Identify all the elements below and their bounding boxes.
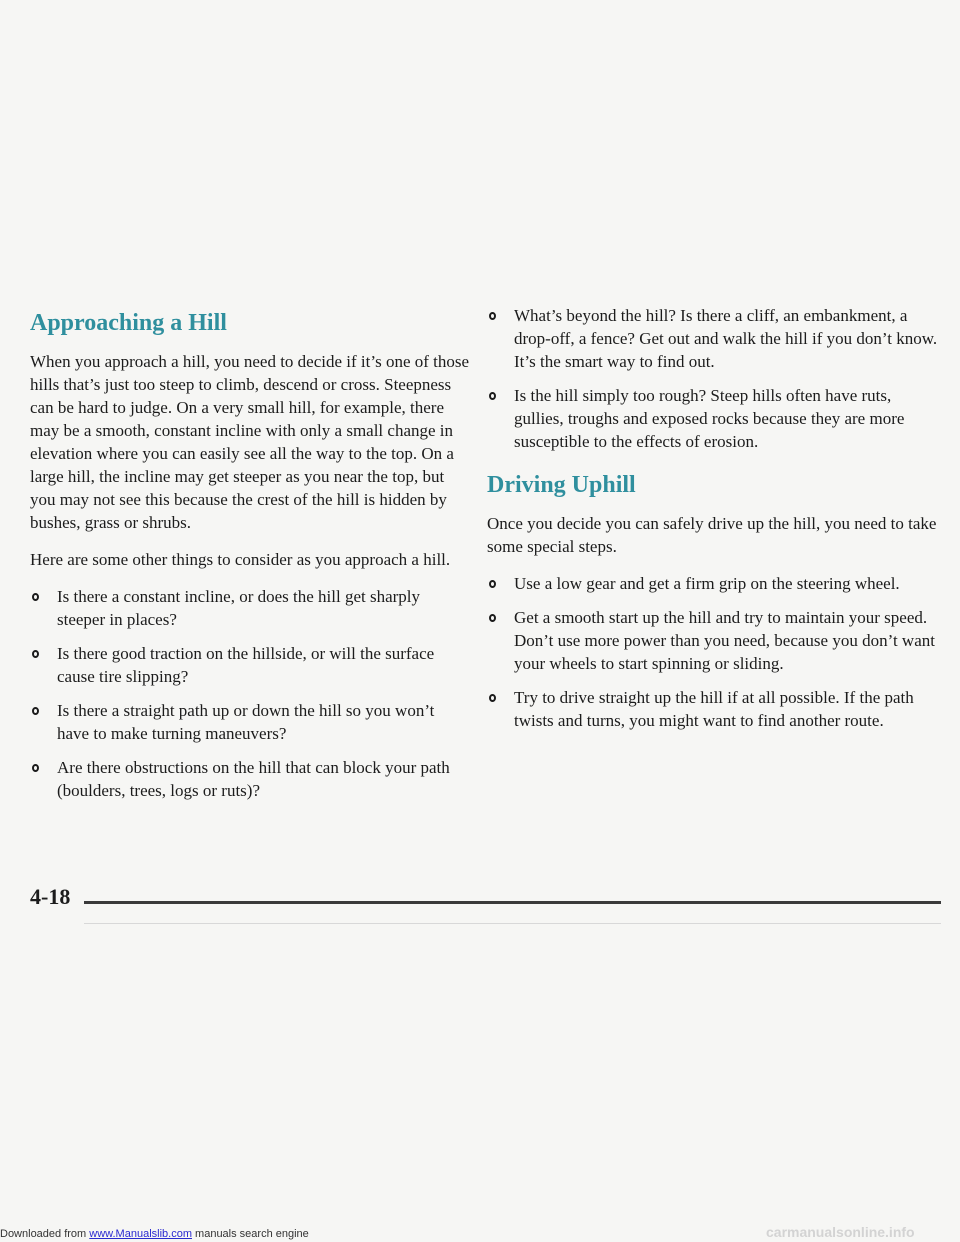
list-item: Is there a straight path up or down the hill so you won’t have to make turning maneuvers? (30, 699, 470, 745)
section-heading-approaching-hill: Approaching a Hill (30, 310, 227, 336)
right-column (487, 304, 942, 743)
bullet-icon (489, 694, 496, 702)
bullet-icon (32, 593, 39, 601)
bullet-icon (489, 614, 496, 622)
intro-paragraph: When you approach a hill, you need to decide if it’s one of those hills that’s just too steep to climb, descend or cross. Steepness can be hard to judge. On a very small hill, for example, there may be a smooth, constant incline with only a small change in elevation where you can easily see all the way to the top. On a large hill, the incline may get steeper as you near the top, but you may not see this because the crest of the hill is hidden by bushes, grass or shrubs. (30, 352, 470, 532)
list-item: Is there good traction on the hillside, or will the surface cause tire slipping? (30, 642, 470, 688)
bullet-icon (32, 707, 39, 715)
list-item: Is there a constant incline, or does the hill get sharply steeper in places? (30, 585, 470, 631)
watermark: carmanualsonline.info (766, 1224, 915, 1240)
consider-paragraph: Here are some other things to consider as you approach a hill. (30, 550, 451, 569)
list-item: Get a smooth start up the hill and try to maintain your speed. Don’t use more power than you need, because you don’t want your wheels to start spinning or sliding. (487, 606, 942, 675)
section-heading-driving-uphill: Driving Uphill (487, 472, 636, 498)
bullet-icon (32, 764, 39, 772)
download-footer: Downloaded from www.Manualslib.com manuals search engine (0, 1228, 309, 1240)
left-column (30, 308, 470, 813)
hill-questions-list (30, 585, 470, 802)
footer-rule-faint (84, 923, 941, 924)
uphill-steps-list (487, 572, 942, 732)
bullet-icon (489, 580, 496, 588)
list-item: Use a low gear and get a firm grip on the steering wheel. (487, 572, 942, 595)
hill-questions-list-continued (487, 304, 942, 453)
list-item: Is the hill simply too rough? Steep hills often have ruts, gullies, troughs and exposed rocks because they are more susceptible to the effects of erosion. (487, 384, 942, 453)
list-item: Are there obstructions on the hill that can block your path (boulders, trees, logs or ruts)? (30, 756, 470, 802)
bullet-icon (32, 650, 39, 658)
uphill-intro-paragraph: Once you decide you can safely drive up the hill, you need to take some special steps. (487, 514, 937, 556)
page-number: 4-18 (30, 884, 71, 909)
list-item: Try to drive straight up the hill if at all possible. If the path twists and turns, you might want to find another route. (487, 686, 942, 732)
footer-rule (84, 901, 941, 904)
bullet-icon (489, 312, 496, 320)
manualslib-link[interactable]: www.Manualslib.com (89, 1228, 192, 1240)
bullet-icon (489, 392, 496, 400)
list-item: What’s beyond the hill? Is there a cliff, an embankment, a drop-off, a fence? Get out and walk the hill if you don’t know. It’s the smart way to find out. (487, 304, 942, 373)
